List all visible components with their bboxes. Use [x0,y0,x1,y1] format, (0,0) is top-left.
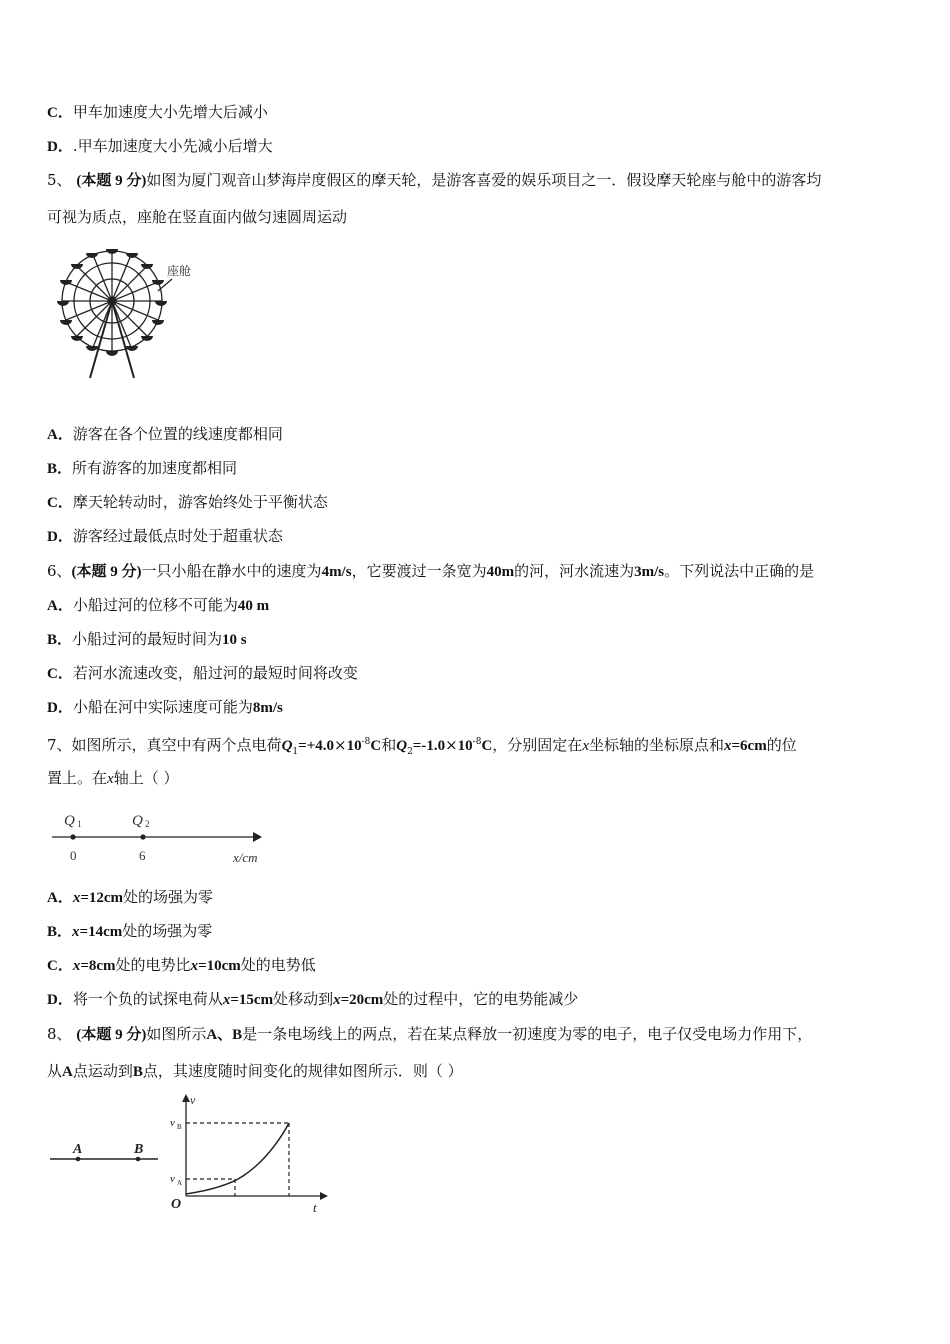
option-text: 甲车加速度大小先增大后减小 [72,103,268,121]
option-text: 所有游客的加速度都相同 [72,459,238,477]
q8-stem-b: 是一条电场线上的两点，若在某点释放一初速度为零的电子，电子仅受电场力作用下， [242,1025,813,1043]
option-var: x [72,890,81,906]
q6-stem-c: 的河，河水流速为 [514,562,635,580]
option-text2: 处的电势低 [240,956,316,974]
option-value: 10 s [222,632,247,648]
option-text: 处的电势比 [115,956,191,974]
fig-label-b: B [134,1142,144,1157]
q7-option-a [47,887,213,908]
q7-and: 和 [381,736,397,754]
option-text: 小船过河的最短时间为 [72,630,223,648]
q6-v1: 4m/s [321,564,352,580]
option-text: 小船在河中实际速度可能为 [72,698,253,716]
option-letter: B． [47,461,73,477]
option-text: 处移动到 [273,990,334,1008]
q5-option-a [47,424,283,445]
option-letter: B． [47,632,73,648]
fig-axis-v: v [190,1093,196,1107]
q7-exp-2: -8 [472,737,482,747]
q7-stem-d: 的位 [766,736,797,754]
option-var: x [222,992,231,1008]
fig-axis-t: t [313,1200,317,1214]
q7-option-d [47,989,578,1010]
q6-stem-b: ，它要渡过一条宽为 [351,562,487,580]
q5-option-b [47,458,237,479]
option-var: x [72,958,81,974]
option-pre: 将一个负的试探电荷从 [72,990,223,1008]
q6-number: 6、 [47,562,72,580]
q5-stem: 如图为厦门观音山梦海岸度假区的摩天轮，是游客喜爱的娱乐项目之一．假设摩天轮座与舱中的游客均 [146,171,822,189]
q7-exp-base-2: 10 [457,738,473,754]
q7-x-2: x [724,738,732,754]
q6-option-c [47,663,358,684]
option-text: 处的场强为零 [122,922,213,940]
q7-number: 7、 [47,736,72,754]
fig-q1-label: Q [64,813,75,829]
fig-tick-0: 0 [70,848,77,863]
q7-exp-base: 10 [346,738,362,754]
option-c-prev [47,102,268,123]
option-letter: D． [47,529,73,545]
q7-option-c [47,955,316,976]
q7-stem-c: 坐标轴的坐标原点和 [588,736,724,754]
charge-axis-figure [48,805,278,867]
fig-axis-label: x/cm [233,850,258,865]
q7-times-2: × [445,736,458,754]
q6-width: 40m [486,564,515,580]
fig-va: v [170,1173,175,1185]
fig-origin: O [171,1197,182,1212]
option-text: 游客在各个位置的线速度都相同 [72,425,283,443]
option-d-prev [47,136,273,157]
q5-stem-line1 [47,170,821,191]
q6-option-b [47,629,247,650]
option-value: =15cm [230,992,274,1008]
q8-b: B [132,1064,143,1080]
fig-q2-label: Q [132,813,143,829]
option-letter: C． [47,105,73,121]
q7-unit: C [370,738,382,754]
option-letter: D． [47,700,73,716]
option-text2: 处的过程中，它的电势能减少 [383,990,579,1008]
fig-va-sub: A [177,1179,183,1187]
q5-number: 5、 [47,171,72,189]
q7-q1-val: =+4.0 [298,738,334,754]
option-value: =14cm [79,924,123,940]
fig-q2-sub: 2 [145,819,150,829]
q5-stem-line2: 可视为质点，座舱在竖直面内做匀速圆周运动 [47,208,348,226]
option-value: 40 m [237,598,270,614]
option-letter: B． [47,924,73,940]
q6-option-a [47,595,269,616]
velocity-time-graph [165,1092,335,1214]
q6-option-d [47,697,283,718]
option-letter: A． [47,427,73,443]
option-var2: x [333,992,341,1008]
option-text: 游客经过最低点时处于超重状态 [72,527,283,545]
ferris-wheel-figure [50,243,200,383]
q7-stem-line2b: 轴上（ ） [113,769,179,787]
option-text: 小船过河的位移不可能为 [72,596,238,614]
option-value: =12cm [80,890,124,906]
option-var2: x [190,958,199,974]
q5-score: (本题 9 分) [76,173,147,189]
q8-line2-b: 点运动到 [72,1062,133,1080]
q7-q1-sub: 1 [292,747,299,757]
fig-vb: v [170,1117,175,1129]
option-letter: C． [47,958,73,974]
q8-line2-a: 从 [47,1062,63,1080]
q6-score: (本题 9 分) [71,564,142,580]
q6-stem-a: 一只小船在静水中的速度为 [141,562,322,580]
option-value: =8cm [80,958,116,974]
option-letter: C． [47,666,73,682]
q7-pos: =6cm [731,738,767,754]
q8-line2-c: 点，其速度随时间变化的规律如图所示．则（ ） [142,1062,463,1080]
q7-q1: Q [281,738,293,754]
option-letter: D． [47,139,73,155]
option-text: 摩天轮转动时，游客始终处于平衡状态 [72,493,328,511]
q6-stem-d: 。下列说法中正确的是 [664,562,815,580]
q7-stem-a: 如图所示，真空中有两个点电荷 [71,736,282,754]
q6-stem [47,561,814,582]
option-letter: D． [47,992,73,1008]
q7-x-3: x [107,771,114,787]
option-value2: =10cm [198,958,241,974]
option-value2: =20cm [340,992,384,1008]
q8-number: 8、 [47,1025,72,1043]
q7-q2-val: =-1.0 [412,738,446,754]
q7-exp: -8 [361,737,371,747]
q5-option-c [47,492,328,513]
q8-score: (本题 9 分) [76,1027,147,1043]
field-line-figure [48,1130,163,1180]
q5-option-d [47,526,283,547]
option-letter: C． [47,495,73,511]
q8-stem-line2 [47,1061,463,1082]
option-text: 若河水流速改变，船过河的最短时间将改变 [72,664,358,682]
option-text: 处的场强为零 [123,888,214,906]
fig-vb-sub: B [177,1123,182,1131]
q6-v2: 3m/s [634,564,665,580]
q7-option-b [47,921,212,942]
option-letter: A． [47,598,73,614]
option-text: .甲车加速度大小先减小后增大 [72,137,273,155]
q8-stem-a: 如图所示 [146,1025,207,1043]
fig-label-a: A [73,1142,83,1157]
option-var: x [72,924,80,940]
q8-a: A [62,1064,73,1080]
q7-stem-line1 [47,732,797,762]
q7-q2-sub: 2 [407,747,413,757]
fig-tick-6: 6 [139,848,146,863]
option-letter: A． [47,890,73,906]
q7-stem-b: ，分别固定在 [492,736,583,754]
q7-stem-line2a: 置上。在 [47,769,108,787]
q8-stem-line1 [47,1024,812,1045]
q7-times: × [334,736,347,754]
fig-q1-sub: 1 [77,819,82,829]
q8-ab: A、B [206,1027,243,1043]
option-value: 8m/s [252,700,283,716]
q7-stem-line2 [47,768,178,789]
q7-unit-2: C [481,738,493,754]
q7-q2: Q [396,738,408,754]
seat-label: 座舱 [167,264,192,278]
q7-x: x [582,738,589,754]
